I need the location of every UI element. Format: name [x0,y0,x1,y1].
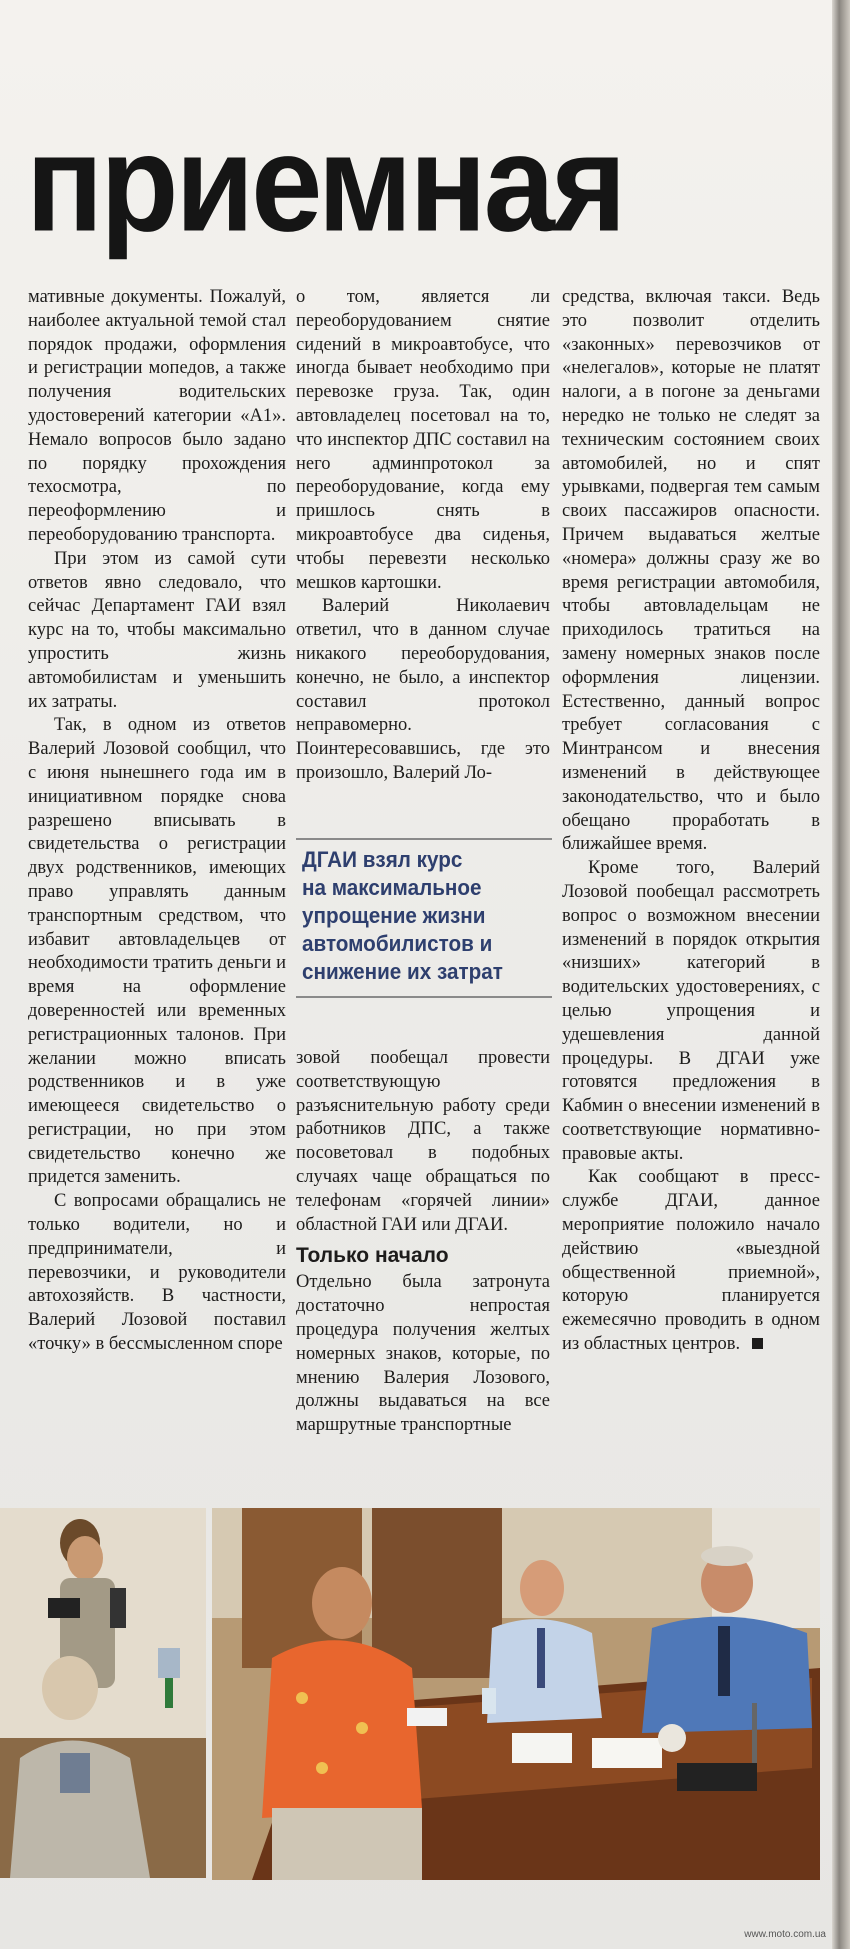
paragraph: Так, в одном из ответов Валерий Лозовой сообщил, что с июня нынешнего года им в инициативном порядке снова разрешено вписывать в свидетельства о регистрации двух родственников, имеющих право управлять данным транспортным средством, что избавит автовладельцев от необходимости тратить деньги и время на оформление доверенностей или временных регистрационных талонов. При желании можно вписать родственников и в уже имеющееся свидетельство о регистрации, но при этом свидетельство конечно же придется заменить. [28,715,286,1188]
paragraph: Валерий Николаевич ответил, что в данном случае никакого переоборудования, конечно, не было, а инспектор составил протокол неправомерно. Поинтересовавшись, где это произошло, Валерий Ло- [296,596,550,783]
bleed-through-text [600,60,810,140]
page-headline: приемная [26,106,624,261]
pull-quote-line: снижение их затрат [302,959,503,984]
pull-quote [296,838,552,998]
pull-quote-line: на максимальное [302,875,482,900]
paragraph: о том, является ли переоборудованием снятие сидений в микроавтобусе, что иногда бывает необходимо при перевозке груза. Так, один автовладелец посетовал на то, что инспектор ДПС составил на него админпротокол за переоборудование, когда ему пришлось снять в микроавтобусе два сиденья, чтобы перевезти несколько мешков картошки. [296,287,550,593]
photo-illustration [0,1508,206,1878]
paragraph: средства, включая такси. Ведь это позволит отделить «законных» перевозчиков от «нелегалов», которые не платят налоги, а в погоне за деньгами нередко не только не следят за техническим состоянием своих автомобилей, но и спят урывками, подвергая тем самым своих пассажиров опасности. Причем выдаваться желтые «номера» должны сразу же во время регистрации автомобиля, чтобы автовладельцам не приходилось тратиться на замену номерных знаков после оформления лицензии. Естественно, данный вопрос требует согласования с Минтрансом и внесения изменений в действующее законодательство, что и было обещано проработать в ближайшее время. [562,287,820,855]
pull-quote-line: автомобилистов и [302,931,493,956]
photo-meeting [212,1508,820,1880]
paragraph-final-text: Как сообщают в пресс-службе ДГАИ, данное мероприятие положило начало действию «выездной общественной приемной», которую планируется ежемесячно проводить в одном из областных центров. [562,1167,820,1355]
paragraph: зовой пообещал провести соответствующую разъяснительную работу среди работников ДПС, а также посоветовал в подобных случаях чаще обращаться по телефонам «горячей линии» областной ГАИ или ДГАИ. [296,1048,550,1235]
paragraph: Отдельно была затронута достаточно непростая процедура получения желтых номерных знаков, которые, по мнению Валерия Лозового, должны выдаваться на все маршрутные транспортные [296,1272,550,1436]
paragraph-final [562,1166,820,1356]
page-edge [832,0,850,1949]
paragraph: С вопросами обращались не только водители, но и предприниматели, и перевозчики, и руководители автохозяйств. В частности, Валерий Лозовой поставил «точку» в бессмысленном споре [28,1191,286,1355]
article-column-3 [562,286,820,1357]
end-of-article-mark [752,1338,763,1349]
section-subheading: Только начало [296,1244,449,1268]
photo-photographer [0,1508,206,1878]
article-column-1 [28,286,286,1357]
footer-url: www.moto.com.ua [744,1929,826,1940]
paragraph: Кроме того, Валерий Лозовой пообещал рассмотреть вопрос о возможном внесении изменений в порядок открытия «низших» категорий в водительских удостоверениях, с целью упрощения и удешевления данной процедуры. В ДГАИ уже готовятся предложения в Кабмин о внесении изменений в соответствующие нормативно-правовые акты. [562,858,820,1164]
pull-quote-line: ДГАИ взял курс [302,847,463,872]
article-column-2-bottom [296,1047,550,1438]
paragraph: мативные документы. Пожалуй, наиболее актуальной темой стал порядок продажи, оформления и регистрации мопедов, а также получения водительских удостоверений категории «А1». Немало вопросов было задано по порядку прохождения техосмотра, по переоформлению и переоборудованию транспорта. [28,287,286,545]
article-column-2-top [296,286,550,786]
photo-illustration [212,1508,820,1880]
pull-quote-line: упрощение жизни [302,903,486,928]
paragraph: При этом из самой сути ответов явно следовало, что сейчас Департамент ГАИ взял курс на то, чтобы максимально упростить жизнь автомобилистам и уменьшить их затраты. [28,548,286,712]
